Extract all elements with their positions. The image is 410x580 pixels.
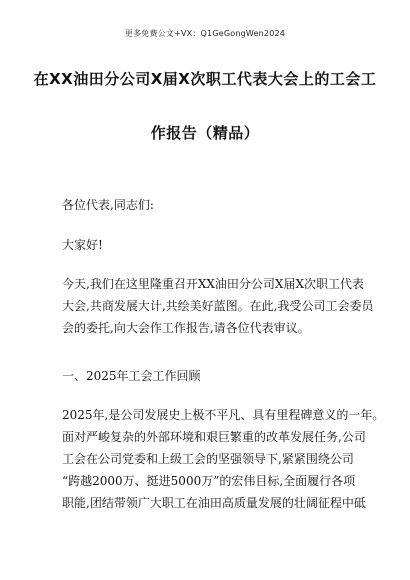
paragraph-line: 面对严峻复杂的外部环境和艰巨繁重的改革发展任务,公司: [62, 430, 366, 444]
paragraph-line: 工会在公司党委和上级工会的坚强领导下,紧紧围绕公司: [62, 452, 354, 466]
paragraph-line: 2025年,是公司发展史上极不平凡、具有里程碑意义的一年。: [62, 408, 385, 422]
paragraph-line: 会的委托,向大会作工作报告,请各位代表审议。: [62, 321, 310, 335]
body-paragraph: [62, 404, 385, 514]
document-title-line-2: 作报告（精品）: [150, 124, 260, 142]
section-heading: 一、2025年工会工作回顾: [62, 369, 201, 383]
paragraph-line: 职能,团结带领广大职工在油田高质量发展的壮阔征程中砥: [62, 496, 366, 510]
intro-paragraph: [62, 273, 374, 339]
paragraph-line: “跨越2000万、挺进5000万”的宏伟目标,全面履行各项: [62, 474, 356, 488]
paragraph-line: 今天,我们在这里隆重召开XX油田分公司X届X次职工代表: [62, 277, 364, 291]
greeting: 大家好!: [62, 238, 103, 252]
header-note: 更多免费公文+VX：Q1GeGongWen2024: [124, 29, 286, 38]
document-title-line-1: 在XX油田分公司X届X次职工代表大会上的工会工: [33, 70, 377, 88]
paragraph-line: 大会,共商发展大计,共绘美好蓝图。在此,我受公司工会委员: [62, 299, 374, 313]
salutation: 各位代表,同志们:: [62, 198, 154, 212]
